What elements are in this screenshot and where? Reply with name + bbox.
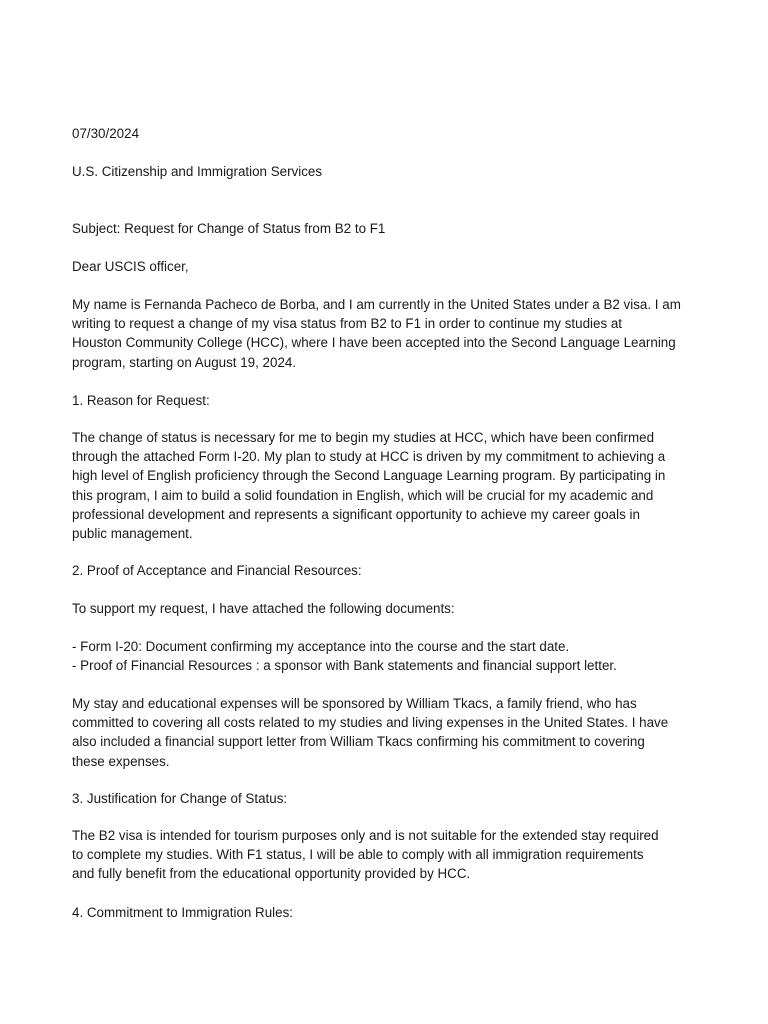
intro-line: My name is Fernanda Pacheco de Borba, and I am currently in the United States under a B2 visa. I am (72, 297, 681, 312)
section-1-line: professional development and represents a significant opportunity to achieve my career goals in (72, 506, 640, 522)
section-3-heading: 3. Justification for Change of Status: (72, 791, 288, 806)
section-2-heading: 2. Proof of Acceptance and Financial Resources: (72, 563, 362, 578)
section-1-line: through the attached Form I-20. My plan to study at HCC is driven by my commitment to achieving a (72, 449, 666, 465)
section-3-line: and fully benefit from the educational opportunity provided by HCC. (72, 866, 471, 882)
intro-line: writing to request a change of my visa status from B2 to F1 in order to continue my studies at (72, 316, 623, 332)
documents-list (72, 637, 696, 675)
sponsor-line: My stay and educational expenses will be sponsored by William Tkacs, a family friend, who has (72, 696, 637, 711)
intro-line: program, starting on August 19, 2024. (72, 354, 297, 370)
letter-date: 07/30/2024 (72, 126, 140, 141)
section-4-heading: 4. Commitment to Immigration Rules: (72, 905, 294, 920)
section-1-line: public management. (72, 526, 193, 542)
sponsor-paragraph (72, 694, 696, 771)
section-2-intro: To support my request, I have attached the following documents: (72, 601, 455, 616)
letter-subject: Subject: Request for Change of Status from B2 to F1 (72, 221, 386, 236)
document-list-item: - Form I-20: Document confirming my acceptance into the course and the start date. (72, 639, 570, 654)
intro-line: Houston Community College (HCC), where I have been accepted into the Second Language Learning (72, 335, 676, 351)
section-1-heading: 1. Reason for Request: (72, 393, 210, 408)
section-1-line: this program, I aim to build a solid foundation in English, which will be crucial for my academic and (72, 487, 654, 503)
section-1-paragraph (72, 428, 696, 543)
letter-recipient: U.S. Citizenship and Immigration Services (72, 164, 323, 179)
section-1-line: high level of English proficiency through the Second Language Learning program. By participating in (72, 468, 666, 484)
section-3-line: to complete my studies. With F1 status, I will be able to comply with all immigration requirements (72, 847, 644, 863)
section-3-paragraph (72, 826, 696, 884)
intro-paragraph (72, 295, 696, 372)
sponsor-line: also included a financial support letter from William Tkacs confirming his commitment to covering (72, 734, 645, 750)
section-3-line: The B2 visa is intended for tourism purposes only and is not suitable for the extended stay required (72, 828, 659, 843)
letter-salutation: Dear USCIS officer, (72, 259, 189, 274)
document-list-item: - Proof of Financial Resources : a sponsor with Bank statements and financial support letter. (72, 658, 617, 674)
sponsor-line: these expenses. (72, 753, 170, 769)
section-1-line: The change of status is necessary for me to begin my studies at HCC, which have been confirmed (72, 430, 655, 445)
sponsor-line: committed to covering all costs related to my studies and living expenses in the United States. I have (72, 715, 669, 731)
